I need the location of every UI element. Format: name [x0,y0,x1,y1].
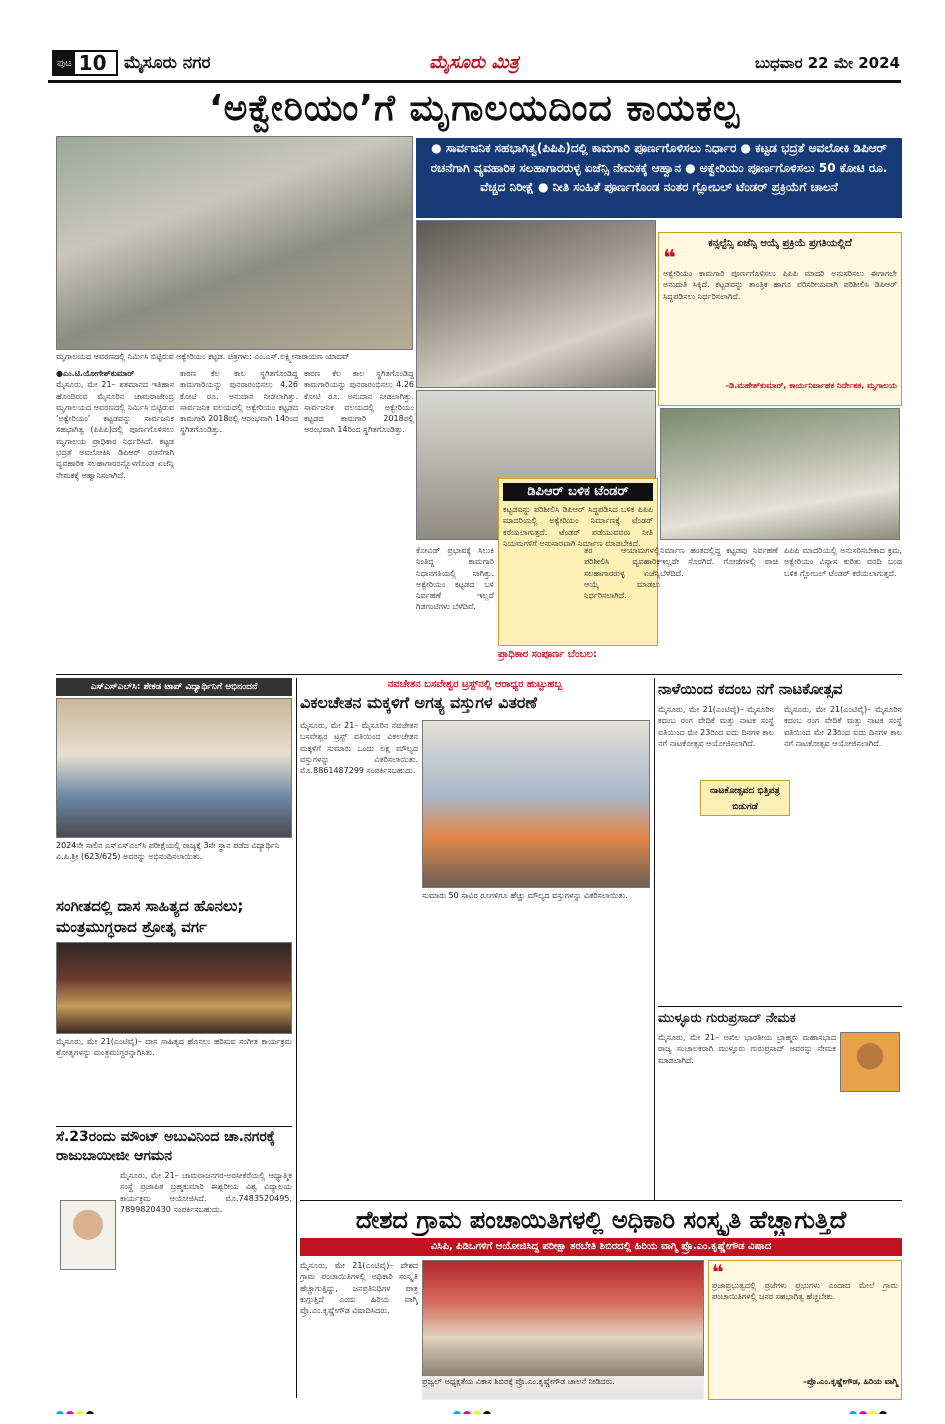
vikalachetana-title: ವಿಕಲಚೇತನ ಮಕ್ಕಳಿಗೆ ಅಗತ್ಯ ವಸ್ತುಗಳ ವಿತರಣೆ [300,693,538,712]
grama-quote-box [708,1260,902,1400]
nataka-body-col2: ಮೈಸೂರು, ಮೇ 21(ಎಂಟಿವೈ)– ಮೈಸೂರಿನ ಕದಂಬ ರಂಗ ವೇದಿಕೆ ಮತ್ತು ನಾಟಕ ಸಂಸ್ಥೆ ವತಿಯಿಂದ ಮೇ 23ರಿಂದ ಐದು ದಿನಗಳ ಕಾಲ ನಗೆ ನಾಟಕೋತ್ಸವ ಆಯೋಜಿಸಲಾಗಿದೆ. [784,705,902,748]
quote-text: ಅಕ್ವೇರಿಯಂ ಕಾಮಗಾರಿ ಪೂರ್ಣಗೊಳಿಸಲು ಪಿಪಿಪಿ ಮಾದರಿ ಅನುಸರಿಸಲು ಈಗಾಗಲೇ ಅನುಮತಿ ಸಿಕ್ಕಿದೆ. ಕಟ್ಟಡವನ್ನು ತಾಂತ್ರಿಕ ಹಾಗೂ ಪರಿಸರೀಯವಾಗಿ ಪರಿಶೀಲಿಸಿ ಡಿಪಿಆರ್ ಸಿದ್ಧಪಡಿಸಲು ನಿರ್ಧರಿಸಲಾಗಿದೆ. [663,269,897,301]
lead-body-col5: ನಿರ್ಮಾಣ ಹಂತದಲ್ಲಿದ್ದ ಕಟ್ಟಡವು ನಿರ್ವಹಣೆ ಇಲ್ಲದೇ ಸೊರಗಿದೆ. ಗೋಡೆಗಳಲ್ಲಿ ಪಾಚಿ ಬೆಳೆದಿದೆ. [660,546,778,578]
muttur-body: ಮೈಸೂರು, ಮೇ 21– ಅಖಿಲ ಭಾರತೀಯ ಬ್ರಾಹ್ಮಣ ಮಹಾಸಭಾದ ರಾಜ್ಯ ಸಂಚಾಲಕರಾಗಿ ಮುಳ್ಳೂರು ಗುರುಪ್ರಸಾದ್ ಅವರನ್ನು ನೇಮಕ ಮಾಡಲಾಗಿದೆ. [658,1033,836,1065]
lead-body-col2b: ಕಾರಣ ಕೆಲ ಕಾಲ ಸ್ಥಗಿತಗೊಂಡಿದ್ದ ಕಾಮಗಾರಿಯನ್ನು ಪುನರಾರಂಭಿಸಲು 4.26 ಕೋಟಿ ರೂ. ಅನುದಾನ ನೀಡಲಾಗಿತ್ತು. ಸಾರ್ವಜನಿಕ ವಲಯದಲ್ಲಿ ಅಕ್ವೇರಿಯಂ ಕಟ್ಟಡದ ಕಾಮಗಾರಿ 2018ರಲ್ಲಿ ಆರಂಭವಾಗಿ 14ರಿಂದ ಸ್ಥಗಿತಗೊಂಡಿತ್ತು. [304,369,414,435]
section-divider [56,674,902,675]
quote-mark-icon: ❝ [663,246,676,271]
lead-body-col1 [56,368,174,668]
nataka-title: ನಾಳೆಯಿಂದ ಕದಂಬ ನಗೆ ನಾಟಕೋತ್ಸವ [658,680,843,698]
registration-dots-left [56,1404,96,1414]
muttur-title: ಮುಳ್ಳೂರು ಗುರುಪ್ರಸಾದ್ ನೇಮಕ [658,1011,796,1026]
brand-logo: ಮೈಸೂರು ಮಿತ್ರ [429,52,519,73]
aquarium-arch-photo [56,136,413,350]
grama-quote-mark-icon: ❝ [712,1260,724,1284]
aquarium-interior-photo [416,220,656,388]
lead-headline: ‘ಅಕ್ವೇರಿಯಂ’ಗೆ ಮೃಗಾಲಯದಿಂದ ಕಾಯಕಲ್ಪ [208,88,741,129]
page-label: ಪುಟ [54,52,75,74]
issue-date: ಬುಧವಾರ 22 ಮೇ 2024 [755,54,900,72]
grama-subtitle: ವಿಸಿಪಿ, ಪಿಡಿಒಗಳಿಗೆ ಆಯೋಜಿಸಿದ್ದ ಪರೀಕ್ಷಾ ತರಬೇತಿ ಶಿಬಿರದಲ್ಲಿ ಹಿರಿಯ ವಾಗ್ಮಿ ಪ್ರೊ.ಎಂ.ಕೃಷ್ಣೇಗೌಡ ವಿಷಾದ [300,1238,902,1256]
nataka-body: ಮೈಸೂರು, ಮೇ 21(ಎಂಟಿವೈ)– ಮೈಸೂರಿನ ಕದಂಬ ರಂಗ ವೇದಿಕೆ ಮತ್ತು ನಾಟಕ ಸಂಸ್ಥೆ ವತಿಯಿಂದ ಮೇ 23ರಿಂದ ಐದು ದಿನಗಳ ಕಾಲ ನಗೆ ನಾಟಕೋತ್ಸವ ಆಯೋಜಿಸಲಾಗಿದೆ. [658,705,774,748]
lead-photo-caption: ಮೃಗಾಲಯದ ಆವರಣದಲ್ಲಿ ನಿರ್ಮಿಸಿ ಬಿಟ್ಟಿರುವ ಅಕ್ವೇರಿಯಂ ಕಟ್ಟಡ. ಚಿತ್ರಗಳು: ಎಂ.ಎಸ್.ಲಕ್ಷ್ಮೀನಾರಾಯಣ ಯಾದವ್ [56,352,350,361]
sangeetha-title: ಸಂಗೀತದಲ್ಲಿ ದಾಸ ಸಾಹಿತ್ಯದ ಹೊನಲು; ಮಂತ್ರಮುಗ್ಧರಾದ ಶ್ರೋತೃ ವರ್ಗ [56,897,244,936]
mount-abu-body: ಮೈಸೂರು, ಮೇ 21– ಚಾಮರಾಜನಗರ-ಅರಸೀಕೆರೆಯಲ್ಲಿ ಆಧ್ಯಾತ್ಮಿಕ ಸಂಸ್ಥೆ ಪ್ರಜಾಪಿತ ಬ್ರಹ್ಮಕುಮಾರಿ ಈಶ್ವರೀಯ ವಿಶ್ವ ವಿದ್ಯಾಲಯ ಕಾರ್ಯಕ್ರಮ ಆಯೋಜಿಸಿದೆ. ಮೊ.7483520495, 7899820430 ಸಂಪರ್ಕಿಸಬಹುದು. [120,1171,292,1214]
registration-dots-right [849,1404,889,1414]
grama-caption: ಪ್ರಜ್ವಲ್ ಅಧ್ಯಕ್ಷತೆಯ ವಿಕಾಸ ಶಿಬಿರಕ್ಕೆ ಪ್ರೊ.ಎಂ.ಕೃಷ್ಣೇಗೌಡ ಚಾಲನೆ ನೀಡಿದರು. [422,1376,704,1400]
raju-bai-portrait [60,1200,116,1270]
lead-body-col3: ಕೋವಿಡ್ ಪ್ರಭಾವಕ್ಕೆ ಸಿಲುಕಿ ನಿಂತಿದ್ದ ಕಾಮಗಾರಿ ನಿಧಾನಗತಿಯಲ್ಲಿ ಸಾಗಿತ್ತು. ಅಕ್ವೇರಿಯಂ ಕಟ್ಟಡದ ಬಳಿ ನಿರ್ವಹಣೆ ಇಲ್ಲದೆ ಗಿಡಗಂಟಿಗಳು ಬೆಳೆದಿವೆ. [416,546,494,612]
print-registration-marks [56,1404,889,1414]
header-rule [48,80,901,83]
official-quote-box [658,232,902,406]
grama-title: ದೇಶದ ಗ್ರಾಮ ಪಂಚಾಯಿತಿಗಳಲ್ಲಿ ಅಧಿಕಾರಿ ಸಂಸ್ಕೃತಿ ಹೆಚ್ಚಾಗುತ್ತಿದೆ [355,1206,847,1234]
tender-title: ಡಿಪಿಆರ್ ಬಳಿಕ ಟೆಂಡರ್ [503,483,653,501]
quote-title: ಕನ್ಸಲ್ಟೆನ್ಸಿ ಏಜೆನ್ಸಿ ಆಯ್ಕೆ ಪ್ರಕ್ರಿಯೆ ಪ್ರಗತಿಯಲ್ಲಿದೆ [708,238,852,249]
sangeetha-body: ಮೈಸೂರು, ಮೇ 21(ಎಂಟಿವೈ)– ದಾಸ ಸಾಹಿತ್ಯದ ಹೊನಲು ಹರಿಸುವ ಸಂಗೀತ ಕಾರ್ಯಕ್ರಮ ಶ್ರೋತೃಗಳನ್ನು ಮಂತ್ರಮುಗ್ಧರನ್ನಾಗಿಸಿತು. [56,1037,292,1058]
section-title: ಮೈಸೂರು ನಗರ [124,53,211,73]
page-number-badge [52,50,118,76]
grama-quote-signature: –ಪ್ರೊ.ಎಂ.ಕೃಷ್ಣೇಗೌಡ, ಹಿರಿಯ ವಾಗ್ಮಿ [802,1377,898,1386]
lead-byline: ●ಎಂ.ಟಿ.ಯೋಗೇಶ್‌ಕುಮಾರ್ [56,369,135,378]
sslc-group-photo [56,698,292,838]
lead-body-col2: ಕಾರಣ ಕೆಲ ಕಾಲ ಸ್ಥಗಿತಗೊಂಡಿದ್ದ ಕಾಮಗಾರಿಯನ್ನು ಪುನರಾರಂಭಿಸಲು 4.26 ಕೋಟಿ ರೂ. ಅನುದಾನ ನೀಡಲಾಗಿತ್ತು. ಸಾರ್ವಜನಿಕ ವಲಯದಲ್ಲಿ ಅಕ್ವೇರಿಯಂ ಕಟ್ಟಡದ ಕಾಮಗಾರಿ 2018ರಲ್ಲಿ ಆರಂಭವಾಗಿ 14ರಿಂದ ಸ್ಥಗಿತಗೊಂಡಿತ್ತು. [180,369,298,435]
lead-sub-kicker: ಪ್ರಾಧಿಕಾರ ಸಂಪೂರ್ಣ ಬೆಂಬಲ: [498,649,597,660]
mount-abu-divider [56,1126,292,1127]
lead-highlights-banner: ● ಸಾರ್ವಜನಿಕ ಸಹಭಾಗಿತ್ವ(ಪಿಪಿಪಿ)ದಲ್ಲಿ ಕಾಮಗಾರಿ ಪೂರ್ಣಗೊಳಿಸಲು ನಿರ್ಧಾರ ● ಕಟ್ಟಡ ಭದ್ರತೆ ಅವಲೋಕಿ ಡಿಪಿಆರ್ ರಚನೆಗಾಗಿ ವ್ಯವಹಾರಿಕ ಸಲಹಾಗಾರರುಳ್ಳ ಏಜೆನ್ಸಿ ನೇಮಕಕ್ಕೆ ಆಹ್ವಾನ ● ಅಕ್ವೇರಿಯಂ ಪೂರ್ಣಗೊಳಿಸಲು 50 ಕೋಟಿ ರೂ. ವೆಚ್ಚದ ನಿರೀಕ್ಷೆ ● ನೀತಿ ಸಂಹಿತೆ ಪೂರ್ಣಗೊಂಡ ನಂತರ ಗ್ಲೋಬಲ್ ಟೆಂಡರ್ ಪ್ರಕ್ರಿಯೆಗೆ ಚಾಲನೆ [416,138,902,218]
lead-sub-section [498,648,658,672]
mount-abu-title: ಸೆ.23ರಂದು ಮೌಂಟ್ ಅಬುವಿನಿಂದ ಚಾ.ನಗರಕ್ಕೆ ರಾಜುಬಾಯೀಜೀ ಆಗಮನ [56,1129,275,1164]
nataka-side-box: ನಾಟಕೋತ್ಸವದ ಭಿತ್ತಿಪತ್ರ ಬಿಡುಗಡೆ [700,780,790,816]
aquarium-pillar-photo [660,408,900,540]
registration-dots-center [453,1404,493,1414]
tender-text: ಕಟ್ಟಡವನ್ನು ಪರಿಶೀಲಿಸಿ ಡಿಪಿಆರ್ ಸಿದ್ಧಪಡಿಸಿದ ಬಳಿಕ ಪಿಪಿಪಿ ಮಾದರಿಯಲ್ಲಿ ಅಕ್ವೇರಿಯಂ ನಿರ್ಮಾಣಕ್ಕೆ ಟೆಂಡರ್ ಕರೆಯಲಾಗುತ್ತದೆ. ಟೆಂಡರ್ ಪಡೆಯುವವರು ನೀತಿ ನಿಯಮಗಳಿಗೆ ಅನುಸಾರವಾಗಿ ನಿರ್ಮಾಣ ಮಾಡಬೇಕಿದೆ. [503,505,653,548]
sslc-caption: 2024ನೇ ಸಾಲಿನ ಎಸ್‌ಎಸ್‌ಎಲ್‌ಸಿ ಪರೀಕ್ಷೆಯಲ್ಲಿ ರಾಜ್ಯಕ್ಕೆ 3ನೇ ಸ್ಥಾನ ಪಡೆದ ವಿದ್ಯಾರ್ಥಿನಿ ವಿ.ಪಿ.ಶ್ರೀ (623/625) ಅವರನ್ನು ಅಭಿನಂದಿಸಲಾಯಿತು. [56,841,280,861]
grama-top-rule [300,1200,902,1201]
vikalachetana-kicker: ನವಚೇತನ ಬಸವೇಶ್ವರ ಟ್ರಸ್ಟ್‌ನಲ್ಲಿ ಆರಾಧ್ಯರ ಹುಟ್ಟುಹಬ್ಬ [387,679,563,690]
page-number: 10 [78,51,107,75]
lead-body-col1-text: ಮೈಸೂರು, ಮೇ 21– ಶತಮಾನದ ಇತಿಹಾಸ ಹೊಂದಿರುವ ಮೈಸೂರಿನ ಚಾಮರಾಜೇಂದ್ರ ಮೃಗಾಲಯದ ಆವರಣದಲ್ಲಿ ನಿರ್ಮಿಸಿ ಬಿಟ್ಟಿರುವ ‘ಅಕ್ವೇರಿಯಂ’ ಕಟ್ಟಡವನ್ನು ಸಾರ್ವಜನಿಕ ಸಹಭಾಗಿತ್ವ (ಪಿಪಿಪಿ)ದಲ್ಲಿ ಪೂರ್ಣಗೊಳಿಸಲು ಮೃಗಾಲಯ ಪ್ರಾಧಿಕಾರ ನಿರ್ಧರಿಸಿದೆ. ಕಟ್ಟಡ ಭದ್ರತೆ ಅವಲೋಕಿಸಿ ಡಿಪಿಆರ್ ರಚನೆಗಾಗಿ ವ್ಯವಹಾರಿಕ ಸಲಹಾಗಾರರನ್ನೊಳಗೊಂಡ ಏಜೆನ್ಸಿ ನೇಮಕಕ್ಕೆ ಆಹ್ವಾನಿಸಲಾಗಿದೆ. [56,380,174,480]
muttur-divider [658,1006,902,1007]
sslc-title: ಎಸ್‌ಎಸ್‌ಎಲ್‌ಸಿ: ಶೇಕಡ ಟಾಪ್ ವಿದ್ಯಾರ್ಥಿನಿಗೆ ಅಭಿನಂದನೆ [56,678,292,696]
lead-body-col4: ತರ ಆಯಾಮಗಳಲ್ಲಿ ಪರಿಶೀಲಿಸಿ ವ್ಯವಹಾರಿಕ ಸಲಹಾಗಾರರುಳ್ಳ ಏಜೆನ್ಸಿ ಆಯ್ಕೆ ಮಾಡಲು ನಿರ್ಧರಿಸಲಾಗಿದೆ. [584,546,660,601]
lead-body-col6: ಪಿಪಿಪಿ ಮಾದರಿಯಲ್ಲಿ ಅನುಸರಿಸಬೇಕಾದ ಕ್ರಮ, ಅಕ್ವೇರಿಯಂ ವಿನ್ಯಾಸ ಕುರಿತು ವರದಿ ಬಂದ ಬಳಿಕ ಗ್ಲೋಬಲ್ ಟೆಂಡರ್ ಕರೆಯಲಾಗುತ್ತದೆ. [784,546,902,578]
vikalachetana-body: ಮೈಸೂರು, ಮೇ 21– ಮೈಸೂರಿನ ನವಚೇತನ ಬಸವೇಶ್ವರ ಟ್ರಸ್ಟ್ ವತಿಯಿಂದ ವಿಕಲಚೇತನ ಮಕ್ಕಳಿಗೆ ಸುಮಾರು ಒಂದು ಲಕ್ಷ ಮೌಲ್ಯದ ವಸ್ತುಗಳನ್ನು ವಿತರಿಸಲಾಯಿತು. ಮೊ.8861487299 ಸಂಪರ್ಕಿಸಬಹುದು. [300,721,418,776]
concert-photo [56,942,292,1034]
quote-signature: –ಡಿ.ಮಹೇಶ್‌ಕುಮಾರ್, ಕಾರ್ಯನಿರ್ವಾಹಕ ನಿರ್ದೇಶಕ, ಮೃಗಾಲಯ [725,381,897,390]
column-divider-right [654,678,655,1200]
gurupradad-portrait [840,1032,900,1092]
grama-body-left: ಮೈಸೂರು, ಮೇ 21(ಎಂಟಿವೈ)– ದೇಶದ ಗ್ರಾಮ ಪಂಚಾಯಿತಿಗಳಲ್ಲಿ ಅಧಿಕಾರಿ ಸಂಸ್ಕೃತಿ ಹೆಚ್ಚಾಗುತ್ತಿದ್ದು, ಜನಪ್ರತಿನಿಧಿಗಳ ಪಾತ್ರ ಕುಗ್ಗುತ್ತಿದೆ ಎಂದು ಹಿರಿಯ ವಾಗ್ಮಿ ಪ್ರೊ.ಎಂ.ಕೃಷ್ಣೇಗೌಡ ವಿಷಾದಿಸಿದರು. [300,1261,418,1316]
vikalachetana-caption: ಸುಮಾರು 50 ಸಾವಿರ ರೂಗಳಿಗೂ ಹೆಚ್ಚು ಮೌಲ್ಯದ ವಸ್ತುಗಳನ್ನು ವಿತರಿಸಲಾಯಿತು. [422,891,628,900]
distribution-event-photo [422,720,650,888]
grama-quote: ಪ್ರಜಾಪ್ರಭುತ್ವದಲ್ಲಿ ಪ್ರಜೆಗಳು ಪ್ರಭುಗಳು ಎಂದಾದ ಮೇಲೆ ಗ್ರಾಮ ಪಂಚಾಯಿತಿಗಳಲ್ಲಿ ಜನರ ಸಹಭಾಗಿತ್ವ ಹೆಚ್ಚಬೇಕು. [712,1281,898,1302]
column-divider-left [296,678,297,1398]
